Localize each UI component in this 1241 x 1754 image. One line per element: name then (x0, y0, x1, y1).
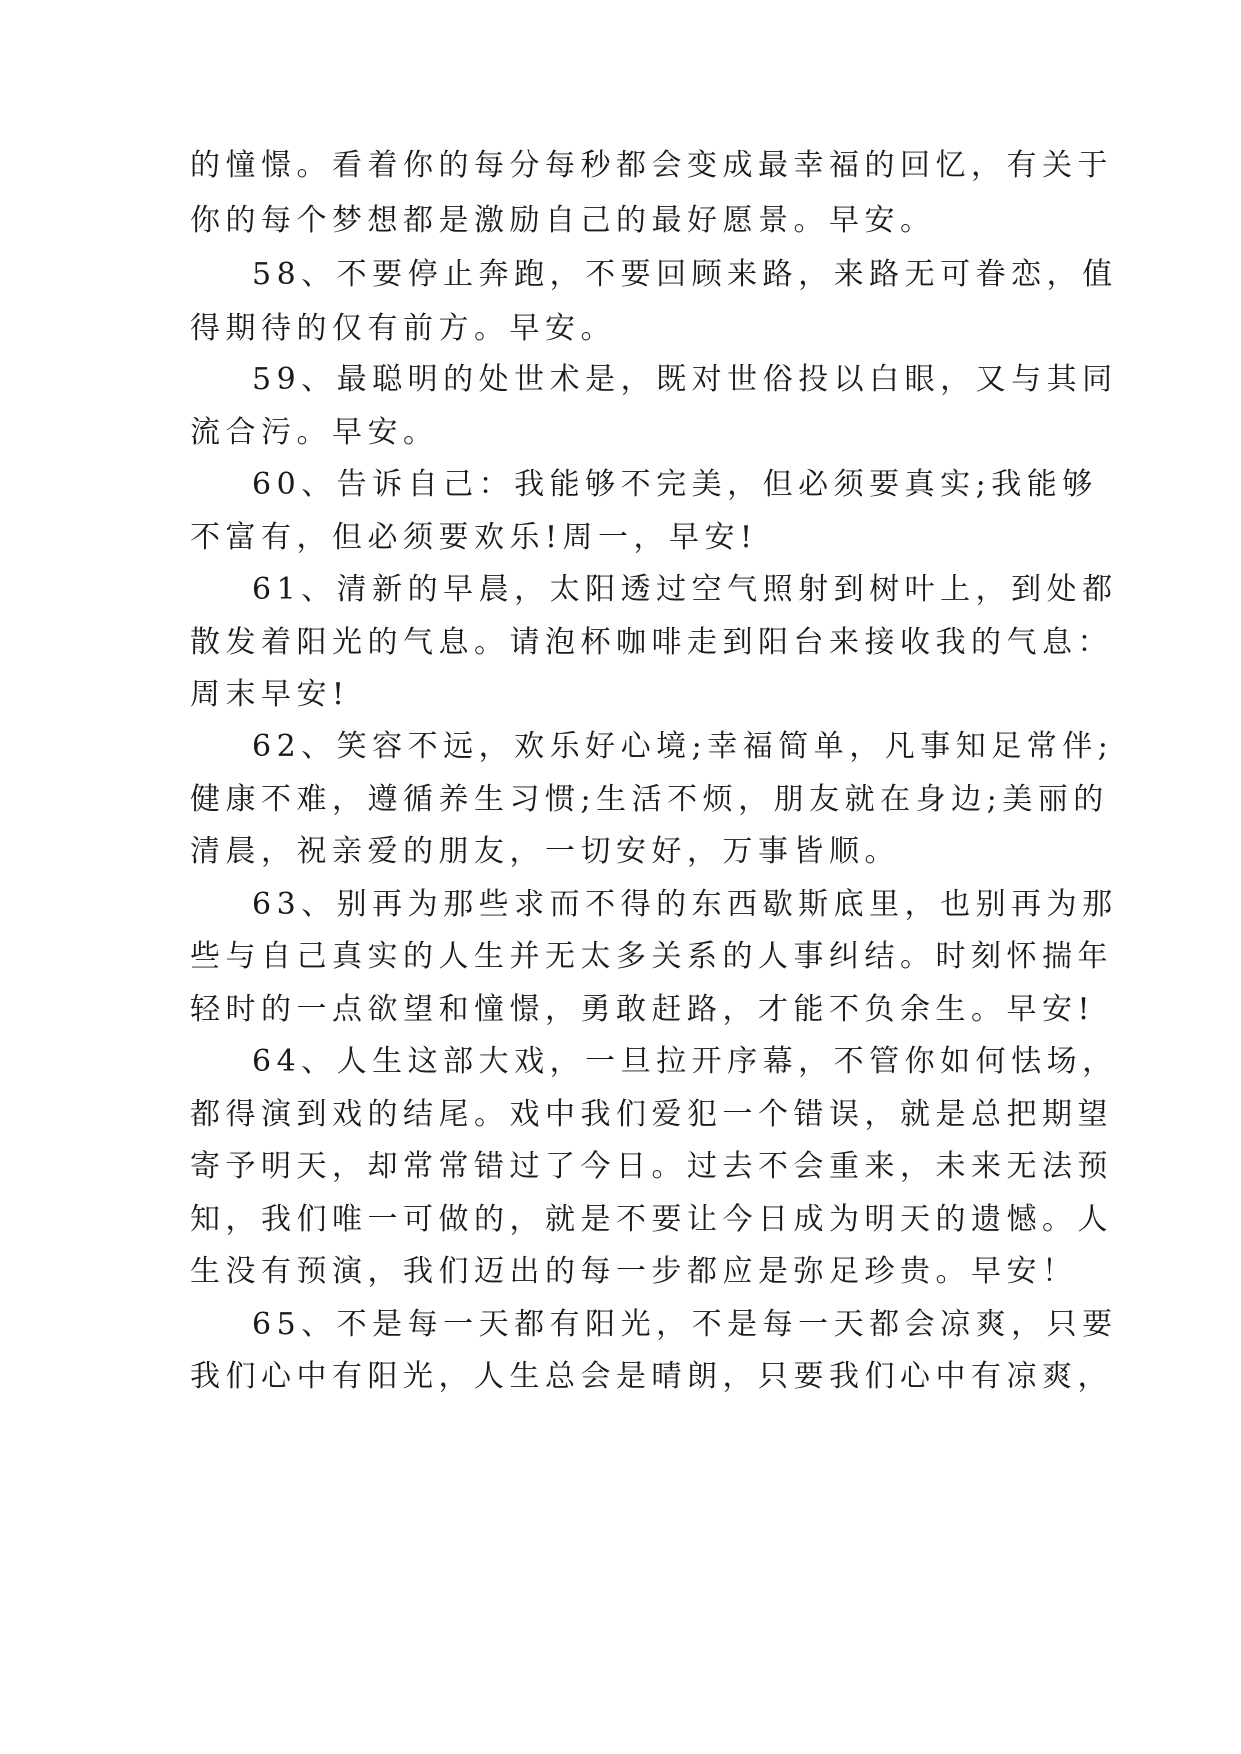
text-line: 你的每个梦想都是激励自己的最好愿景。早安。 (190, 203, 936, 238)
list-item-62-line: 62、笑容不远，欢乐好心境;幸福简单，凡事知足常伴; (252, 729, 1114, 764)
text-line: 流合污。早安。 (190, 415, 439, 450)
text-line: 些与自己真实的人生并无太多关系的人事纠结。时刻怀揣年 (190, 939, 1113, 974)
list-item-63-line: 63、别再为那些求而不得的东西歇斯底里，也别再为那 (252, 887, 1118, 922)
list-item-65-line: 65、不是每一天都有阳光，不是每一天都会凉爽，只要 (252, 1307, 1118, 1342)
text-line: 不富有，但必须要欢乐!周一，早安! (190, 520, 758, 555)
text-line: 我们心中有阳光，人生总会是晴朗，只要我们心中有凉爽， (190, 1359, 1113, 1394)
text-line: 散发着阳光的气息。请泡杯咖啡走到阳台来接收我的气息： (190, 625, 1113, 660)
list-item-59-line: 59、最聪明的处世术是，既对世俗投以白眼，又与其同 (252, 362, 1118, 397)
text-line: 寄予明天，却常常错过了今日。过去不会重来，未来无法预 (190, 1149, 1113, 1184)
list-item-60-line: 60、告诉自己：我能够不完美，但必须要真实;我能够 (252, 467, 1098, 502)
text-line: 清晨，祝亲爱的朋友，一切安好，万事皆顺。 (190, 834, 900, 869)
list-item-64-line: 64、人生这部大戏，一旦拉开序幕，不管你如何怯场， (252, 1044, 1118, 1079)
text-line: 周末早安! (190, 677, 350, 712)
text-line: 生没有预演，我们迈出的每一步都应是弥足珍贵。早安！ (190, 1254, 1078, 1289)
text-line: 得期待的仅有前方。早安。 (190, 311, 616, 346)
text-line: 的憧憬。看着你的每分每秒都会变成最幸福的回忆，有关于 (190, 148, 1113, 183)
text-line: 健康不难，遵循养生习惯;生活不烦，朋友就在身边;美丽的 (190, 782, 1109, 817)
list-item-58-line: 58、不要停止奔跑，不要回顾来路，来路无可眷恋，值 (252, 257, 1118, 292)
text-line: 知，我们唯一可做的，就是不要让今日成为明天的遗憾。人 (190, 1202, 1113, 1237)
text-line: 轻时的一点欲望和憧憬，勇敢赶路，才能不负余生。早安! (190, 992, 1096, 1027)
list-item-61-line: 61、清新的早晨，太阳透过空气照射到树叶上，到处都 (252, 572, 1118, 607)
text-line: 都得演到戏的结尾。戏中我们爱犯一个错误，就是总把期望 (190, 1097, 1113, 1132)
